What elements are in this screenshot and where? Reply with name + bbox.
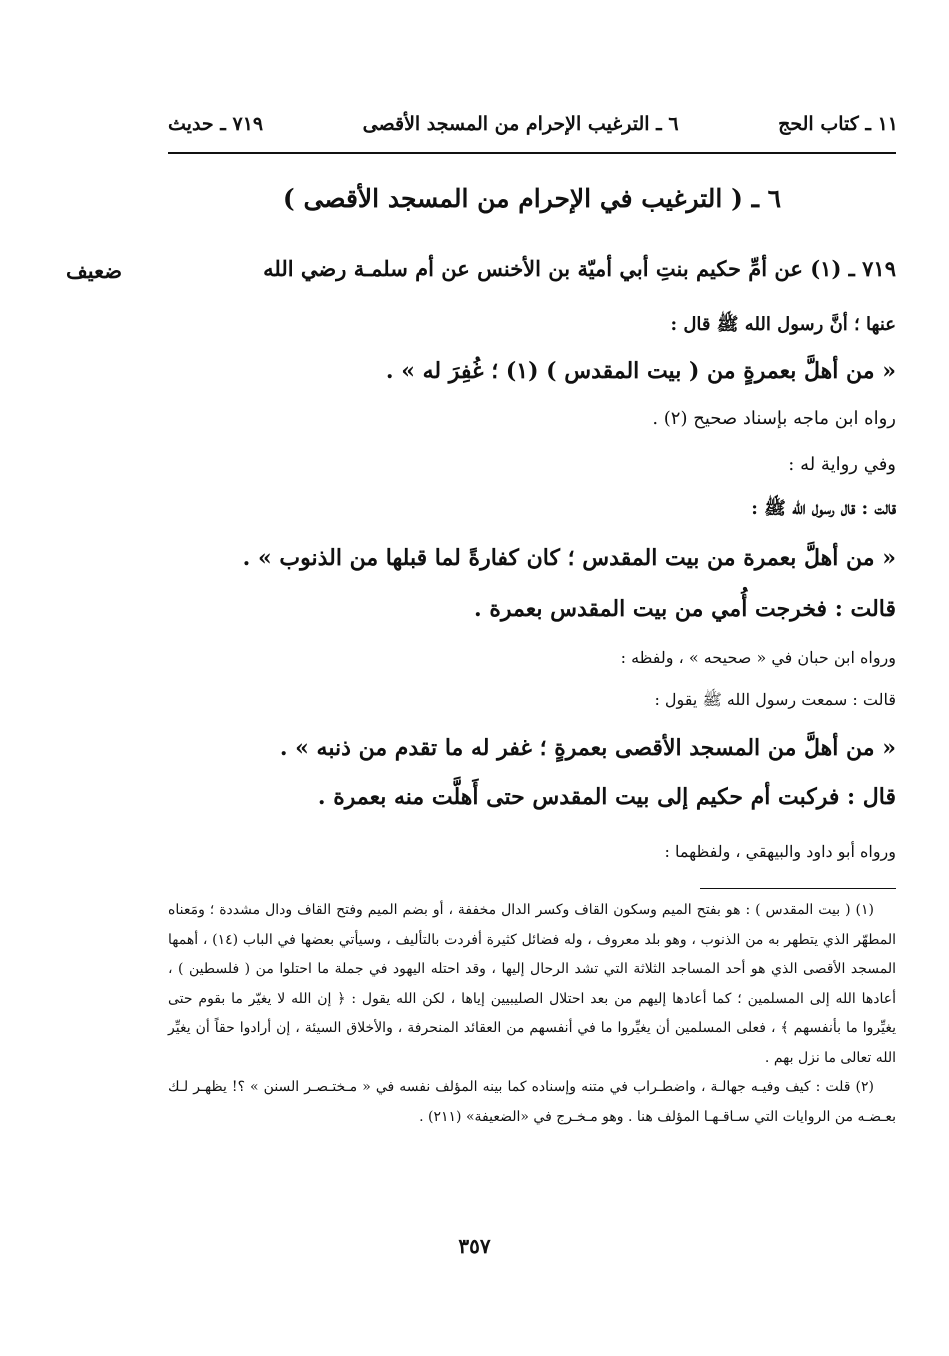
header-book: ١١ ـ كتاب الحج	[778, 113, 898, 135]
narration-ibn-majah: رواه ابن ماجه بإسناد صحيح (٢) .	[652, 408, 896, 429]
hadith-text-3: « من أهلَّ من المسجد الأقصى بعمرةٍ ؛ غفر له ما تقدم من ذنبه » .	[279, 735, 896, 761]
narrator-statement-1: قالت : فخرجت أُمي من بيت المقدس بعمرة .	[474, 596, 896, 622]
header-divider	[168, 152, 896, 154]
footnote-1: (١) ( بيت المقدس ) : هو بفتح الميم وسكون القاف وكسر الدال مخففة ، أو بضم الميم وفتح القاف ودال مشددة ؛ ومَعناه المطهّر الذي يتطهر به من الذنوب ، وهو بلد معروف ، وله فضائل كثيرة أفردت بالتأليف ، وسيأتي بعضها في الباب (١٤) ، أهمها المسجد الأقصى الذي هو أحد المساجد الثلاثة التي تشد الرحال إليها ، وقد احتله اليهود في جملة ما احتلوا من ( فلسطين ) ، أعادها الله إلى المسلمين ؛ كما أعادها إليهم من بعد احتلال الصليبيين إياها ، لكن الله يقول : ﴿ إن الله لا يغيّر ما بقوم حتى يغيِّروا ما بأنفسهم ﴾ ، فعلى المسلمين أن يغيِّروا ما في أنفسهم من العقائد المنحرفة ، والأخلاق السيئة ، إن أرادوا حقاً أن يغيِّر الله تعالى ما نزل بهم .	[168, 902, 897, 1066]
hadith-intro-line-1: ٧١٩ ـ (١) عن أمِّ حكيم بنتِ أبي أميّة بن الأخنس عن أم سلمـة رضي الله	[263, 256, 896, 281]
page-number: ٣٥٧	[458, 1234, 491, 1258]
narration-abu-dawud: ورواه أبو داود والبيهقي ، ولفظهما :	[664, 842, 896, 861]
running-header	[168, 104, 898, 144]
footnote-divider	[700, 888, 896, 889]
chapter-title: ٦ ـ ( الترغيب في الإحرام من المسجد الأقصى )	[282, 184, 782, 213]
hadith-text-1: « من أهلَّ بعمرةٍ من ( بيت المقدس ) (١) ؛ غُفِرَ له » .	[385, 358, 896, 384]
header-chapter: ٦ ـ الترغيب الإحرام من المسجد الأقصى	[362, 113, 679, 135]
hadith-grade: ضعيف	[66, 258, 123, 283]
footnotes	[168, 896, 896, 1132]
footnote-2: (٢) قلت : كيف وفيـه جهالـة ، واضطـراب في متنه وإسناده كما بينه المؤلف نفسه في « مـختـصـر السنن » ؟! يظهـر لـك بعـضـه من الروايات التي سـاقـهـا المؤلف هنا . وهو مـخـرج في «الضعيفة» (٢١١) .	[168, 1079, 896, 1125]
narrator-heard-line: قالت : سمعت رسول الله ﷺ يقول :	[654, 690, 896, 709]
narration-ibn-hibban: ورواه ابن حبان في « صحيحه » ، ولفظه :	[620, 648, 896, 667]
hadith-intro-line-2: عنها ؛ أنَّ رسول الله ﷺ قال :	[670, 314, 896, 335]
narrator-statement-2: قال : فركبت أم حكيم إلى بيت المقدس حتى أَهلَّت منه بعمرة .	[317, 784, 896, 810]
narrator-said-line: قالت : قال رسول الله ﷺ :	[751, 498, 896, 519]
another-narration-label: وفي رواية له :	[788, 454, 896, 475]
hadith-text-2: « من أهلَّ بعمرة من بيت المقدس ؛ كان كفارةً لما قبلها من الذنوب » .	[242, 545, 896, 571]
header-hadith-number: ٧١٩ ـ حديث	[168, 113, 264, 135]
